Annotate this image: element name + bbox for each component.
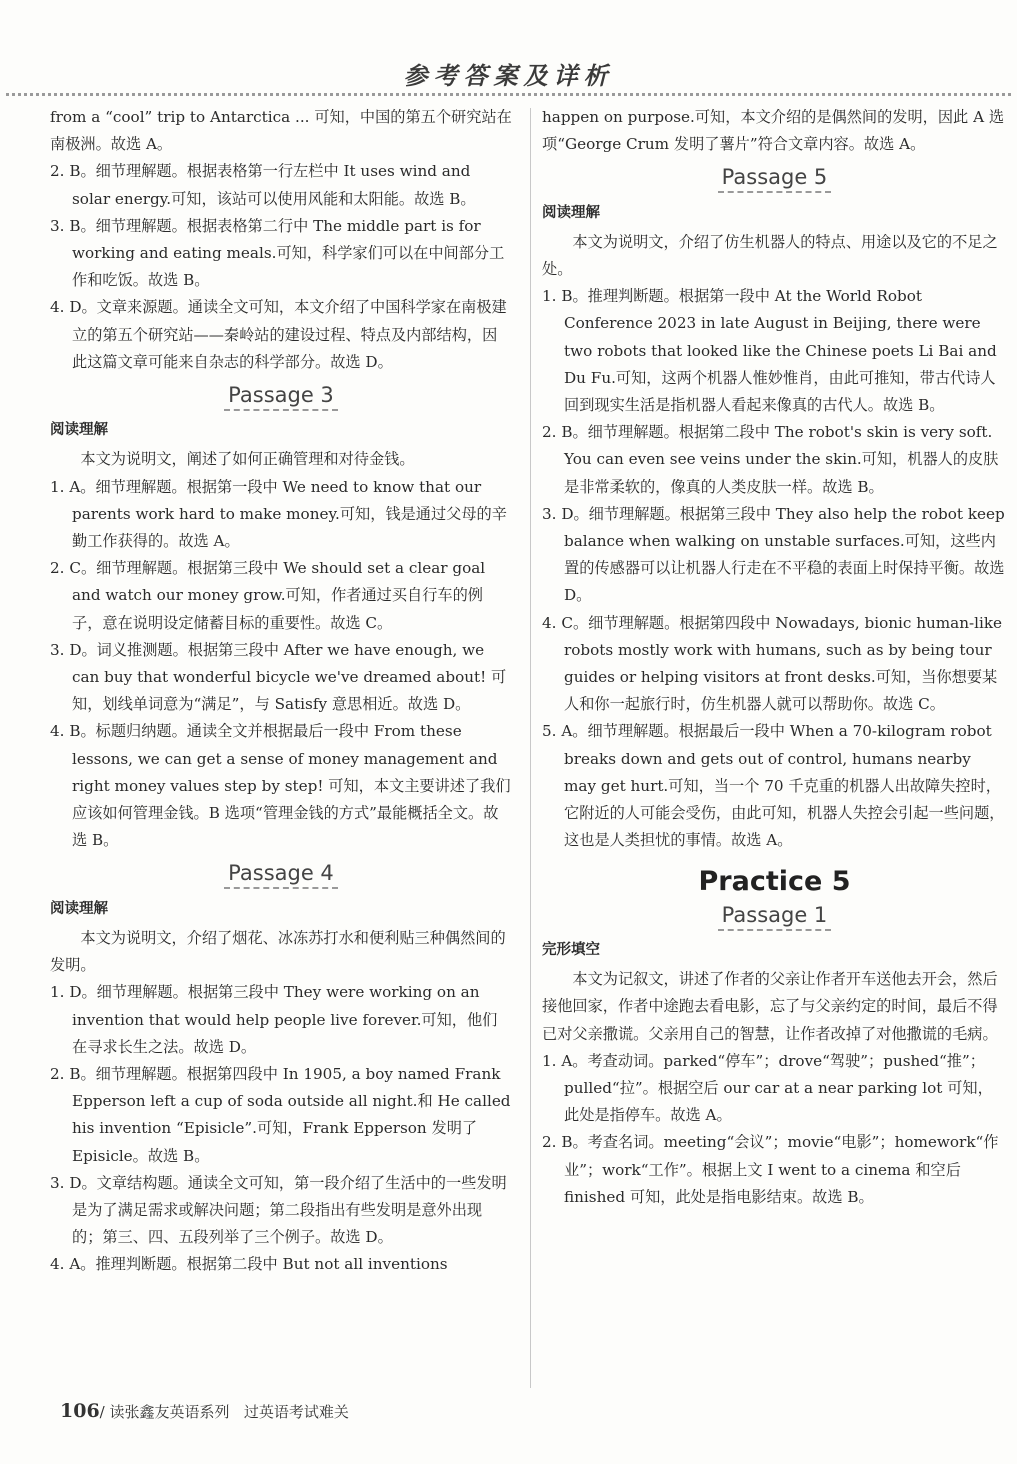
passage-heading bbox=[50, 382, 512, 411]
answer-item: 2. B。细节理解题。根据表格第一行左栏中 It uses wind and solar energy.可知，该站可以使用风能和太阳能。故选 B。 bbox=[50, 162, 476, 208]
passage-summary: 本文为说明文，阐述了如何正确管理和对待金钱。 bbox=[80, 450, 415, 469]
section-label: 阅读理解 bbox=[50, 422, 108, 439]
answer-item: 2. B。细节理解题。根据第二段中 The robot's skin is very soft. You can even see veins under the skin.可知，机器人的皮肤是非常柔软的，像真的人类皮肤一样。故选 B。 bbox=[542, 423, 999, 496]
footer-series: 读张鑫友英语系列 bbox=[109, 1403, 230, 1421]
page-header-title: 参考答案及详析 bbox=[403, 61, 614, 90]
section-label: 完形填空 bbox=[542, 941, 600, 958]
column-divider bbox=[530, 108, 531, 1388]
answer-item: 4. B。标题归纳题。通读全文并根据最后一段中 From these lessons, we can get a sense of money management and right money values step by step! 可知，本文主要讲述了我们应该如何管理金钱。B 选项“管理金钱的方式”最能概括全文。故选 B。 bbox=[50, 722, 511, 850]
answer-item: 3. B。细节理解题。根据表格第二行中 The middle part is for working and eating meals.可知，科学家们可以在中间部分工作和吃饭。故选 B。 bbox=[50, 216, 505, 290]
passage-heading bbox=[50, 860, 512, 889]
passage-summary: 本文为说明文，介绍了烟花、冰冻苏打水和便利贴三种偶然间的发明。 bbox=[50, 928, 506, 975]
header-dotted-rule bbox=[6, 93, 1011, 96]
passage-heading-text: Passage 1 bbox=[718, 903, 832, 931]
passage-heading-text: Passage 4 bbox=[224, 861, 338, 889]
answer-item: 4. D。文章来源题。通读全文可知，本文介绍了中国科学家在南极建立的第五个研究站——秦岭站的建设过程、特点及内部结构，因此这篇文章可能来自杂志的科学部分。故选 D。 bbox=[50, 298, 507, 371]
answer-item: 1. D。细节理解题。根据第三段中 They were working on an invention that would help people live forever.可知，他们在寻求长生之法。故选 D。 bbox=[50, 983, 498, 1056]
section-label: 阅读理解 bbox=[542, 204, 600, 221]
answer-item: 2. B。考查名词。meeting“会议”；movie“电影”；homework“作业”；work“工作”。根据上文 I went to a cinema 和空后 finished 可知，此处是指电影结束。故选 B。 bbox=[542, 1133, 999, 1206]
passage-heading-text: Passage 3 bbox=[224, 383, 338, 411]
left-column bbox=[50, 104, 512, 1279]
answer-item: 2. B。细节理解题。根据第四段中 In 1905, a boy named Frank Epperson left a cup of soda outside all night.和 He called his invention “Episicle”.可知，Frank Epperson 发明了 Episicle。故选 B。 bbox=[50, 1064, 511, 1165]
right-column bbox=[542, 104, 1007, 1211]
passage-summary: 本文为记叙文，讲述了作者的父亲让作者开车送他去开会，然后接他回家，作者中途跑去看电影，忘了与父亲约定的时间，最后不得已对父亲撒谎。父亲用自己的智慧，让作者改掉了对他撒谎的毛病。 bbox=[542, 970, 998, 1043]
answer-item: 3. D。细节理解题。根据第三段中 They also help the robot keep balance when walking on unstable surfaces.可知，这些内置的传感器可以让机器人行走在不平稳的表面上时保持平衡。故选 D。 bbox=[542, 504, 1005, 605]
passage-summary: 本文为说明文，介绍了仿生机器人的特点、用途以及它的不足之处。 bbox=[542, 232, 998, 279]
answer-item: 4. A。推理判断题。根据第二段中 But not all inventions bbox=[50, 1255, 448, 1274]
answer-item: 3. D。文章结构题。通读全文可知，第一段介绍了生活中的一些发明是为了满足需求或解决问题；第二段指出有些发明是意外出现的；第三、四、五段列举了三个例子。故选 D。 bbox=[50, 1173, 507, 1247]
footer-slash: / bbox=[99, 1403, 110, 1421]
answer-item: 1. A。细节理解题。根据第一段中 We need to know that our parents work hard to make money.可知，钱是通过父母的辛勤工作获得的。故选 A。 bbox=[50, 477, 507, 551]
passage-heading bbox=[542, 164, 1007, 193]
page-footer bbox=[60, 1400, 349, 1422]
answer-item: 1. B。推理判断题。根据第一段中 At the World Robot Conference 2023 in late August in Beijing, there were two robots that looked like the Chinese poets Li Bai and Du Fu.可知，这两个机器人惟妙惟肖，由此可推知，带古代诗人回到现实生活是指机器人看起来像真的古代人。故选 B。 bbox=[542, 287, 997, 415]
answer-item: 2. C。细节理解题。根据第三段中 We should set a clear goal and watch our money grow.可知，作者通过买自行车的例子，意在说明设定储蓄目标的重要性。故选 C。 bbox=[50, 559, 486, 632]
passage-heading-text: Passage 5 bbox=[718, 165, 832, 193]
page-number: 106 bbox=[60, 1400, 100, 1422]
passage-heading bbox=[542, 902, 1007, 931]
continued-paragraph: from a “cool” trip to Antarctica ... 可知，中国的第五个研究站在南极洲。故选 A。 bbox=[50, 108, 512, 154]
answer-item: 3. D。词义推测题。根据第三段中 After we have enough, we can buy that wonderful bicycle we've dreamed about! 可知，划线单词意为“满足”，与 Satisfy 意思相近。故选 D。 bbox=[50, 640, 507, 714]
answer-item: 4. C。细节理解题。根据第四段中 Nowadays, bionic human-like robots mostly work with humans, such as by being tour guides or helping visitors at front desks.可知，当你想要某人和你一起旅行时，仿生机器人就可以帮助你。故选 C。 bbox=[542, 613, 1003, 714]
practice-heading: Practice 5 bbox=[698, 866, 851, 898]
section-label: 阅读理解 bbox=[50, 900, 108, 917]
footer-book-title: 过英语考试难关 bbox=[243, 1403, 349, 1421]
continued-paragraph: happen on purpose.可知，本文介绍的是偶然间的发明，因此 A 选项“George Crum 发明了薯片”符合文章内容。故选 A。 bbox=[542, 108, 1005, 154]
answer-item: 1. A。考查动词。parked“停车”；drove“驾驶”；pushed“推”；pulled“拉”。根据空后 our car at a near parking lot 可知，此处是指停车。故选 A。 bbox=[542, 1051, 993, 1125]
answer-item: 5. A。细节理解题。根据最后一段中 When a 70-kilogram robot breaks down and gets out of control, humans nearby may get hurt.可知，当一个 70 千克重的机器人出故障失控时，它附近的人可能会受伤，由此可知，机器人失控会引起一些问题，这也是人类担忧的事情。故选 A。 bbox=[542, 722, 1005, 850]
